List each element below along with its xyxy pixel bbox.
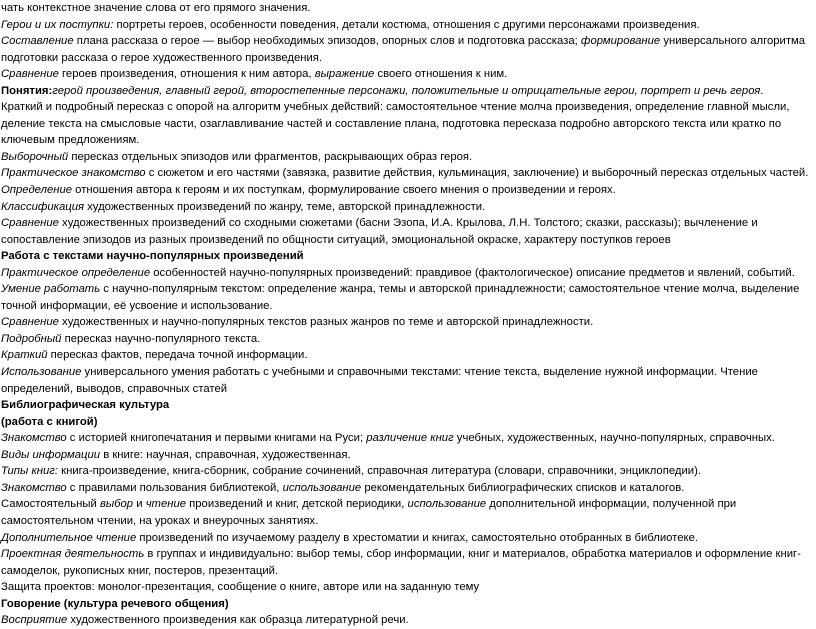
italic-text: Герои и их поступки: (1, 18, 114, 31)
paragraph (1, 612, 812, 629)
italic-text: чтение (145, 498, 187, 511)
paragraph (1, 596, 812, 613)
paragraph (1, 430, 812, 447)
paragraph (1, 99, 812, 149)
text-run: . (760, 84, 764, 97)
text-run: с историей книгопечатания и первыми книгами на Руси; (66, 432, 367, 445)
paragraph (1, 331, 812, 348)
text-run: художественного произведения как образца литературной речи. (67, 614, 409, 627)
bold-text: Понятия: (1, 84, 53, 97)
paragraph (1, 149, 812, 166)
italic-text: Сравнение (1, 68, 59, 81)
text-run: художественных произведений со сходными сюжетами (басни Эзопа, И.А. Крылова, Л.Н. Толстого; сказки, рассказы); вычленение и сопоставление эпизодов из разных произведений по общности ситуаций, эмоциональной окраске, характеру поступков героев (1, 217, 758, 246)
text-run: с научно-популярным текстом: определение жанра, темы и авторской принадлежности; самостоятельное чтение молча, выделение точной информации, её усвоение и использование. (1, 283, 800, 312)
italic-text: Выборочный (1, 150, 69, 163)
text-run: дополнительной информации, полученной при самостоятельном чтении, на уроках и внеурочных занятиях. (1, 498, 737, 527)
italic-text: Восприятие (1, 614, 68, 627)
bold-text: Говорение (культура речевого общения) (1, 597, 229, 610)
italic-text: Краткий (1, 349, 48, 362)
italic-text: Определение (1, 184, 73, 197)
text-run: учебных, художественных, научно-популярных, справочных. (453, 432, 775, 445)
paragraph (1, 463, 812, 480)
italic-text: Дополнительное чтение (1, 531, 137, 544)
bold-text: (работа с книгой) (1, 415, 98, 428)
text-run: портреты героев, особенности поведения, детали костюма, отношения с другими персонажами произведения. (113, 18, 700, 31)
paragraph (1, 546, 812, 579)
text-run: отношения автора к героям и их поступкам, формулирование своего мнения о произведении и героях. (72, 184, 616, 197)
italic-text: выбор (99, 498, 134, 511)
italic-text: Сравнение (1, 316, 59, 329)
text-run: особенностей научно-популярных произведений: правдивое (фактологическое) описание предметов и явлений, событий. (150, 266, 795, 279)
italic-text: Знакомство (1, 481, 67, 494)
paragraph (1, 496, 812, 529)
italic-text: Знакомство (1, 432, 67, 445)
text-run: чать контекстное значение слова от его прямого значения. (1, 2, 311, 14)
italic-text: Использование (1, 366, 82, 379)
text-run: художественных и научно-популярных текстов разных жанров по теме и авторской принадлежности. (58, 316, 594, 329)
text-run: пересказ научно-популярного текста. (61, 332, 261, 345)
italic-text: Сравнение (1, 217, 59, 230)
text-run: универсального алгоритма подготовки рассказа о герое художественного произведения. (1, 35, 806, 64)
paragraph (1, 199, 812, 216)
paragraph (1, 397, 812, 414)
italic-text: Умение работать (1, 283, 101, 296)
italic-text: Составление (1, 35, 74, 48)
paragraph (1, 579, 812, 596)
paragraph (1, 530, 812, 547)
paragraph (1, 364, 812, 397)
bold-text: Библиографическая культура (1, 399, 170, 412)
paragraph (1, 83, 812, 100)
text-run: книга-произведение, книга-сборник, собрание сочинений, справочная литература (словари, справочники, энциклопедии). (58, 465, 701, 478)
italic-text: Виды информации (1, 448, 101, 461)
italic-text: Практическое определение (1, 266, 151, 279)
text-run: пересказ отдельных эпизодов или фрагментов, раскрывающих образ героя. (68, 150, 473, 163)
italic-text: формирование (580, 35, 661, 48)
text-run: в группах и индивидуально: выбор темы, сбор информации, книг и материалов, обработка материалов и оформление книг-самоделок, рукописных книг, постеров, презентаций. (1, 548, 801, 577)
text-run: Краткий и подробный пересказ с опорой на алгоритм учебных действий: самостоятельное чтение молча произведения, определение главной мысли, деление текста на смысловые части, озаглавливание частей и составление плана, подготовка пересказа подробно авторского текста или кратко по ключевым предложениям. (1, 101, 790, 147)
text-run: плана рассказа о герое — выбор необходимых эпизодов, опорных слов и подготовка рассказа; (73, 35, 581, 48)
text-run: пересказ фактов, передача точной информации. (47, 349, 308, 362)
paragraph (1, 248, 812, 265)
italic-text: Типы книг: (1, 465, 59, 478)
paragraph (1, 33, 812, 66)
italic-text: использование (282, 481, 362, 494)
paragraph (1, 414, 812, 431)
italic-text: Классификация (1, 200, 85, 213)
paragraph (1, 281, 812, 314)
text-run: Самостоятельный (1, 498, 100, 511)
text-run: произведений и книг, детской периодики, (186, 498, 408, 511)
text-run: своего отношения к ним. (374, 68, 508, 81)
paragraph (1, 66, 812, 83)
text-run: с сюжетом и его частями (завязка, развитие действия, кульминация, заключение) и выборочный пересказ отдельных частей. (145, 167, 809, 180)
italic-text: Подробный (1, 332, 62, 345)
text-run: универсального умения работать с учебными и справочными текстами: чтение текста, выделение нужной информации. Чтение определений, выводов, справочных статей (1, 366, 758, 395)
paragraph (1, 447, 812, 464)
text-run: в книге: научная, справочная, художественная. (100, 448, 351, 461)
text-run: Защита проектов: монолог-презентация, сообщение о книге, авторе или на заданную тему (1, 581, 480, 594)
paragraph (1, 165, 812, 182)
paragraph (1, 347, 812, 364)
text-run: и (133, 498, 146, 511)
italic-text: использование (407, 498, 487, 511)
bold-text: Работа с текстами научно-популярных произведений (1, 250, 304, 263)
paragraph (1, 0, 812, 17)
paragraph (1, 215, 812, 248)
text-run: рекомендательных библиографических списков и каталогов. (361, 481, 685, 494)
paragraph (1, 265, 812, 282)
italic-text: Проектная деятельность (1, 548, 145, 561)
text-run: произведений по изучаемому разделу в хрестоматии и книгах, самостоятельно отобранных в библиотеке. (136, 531, 698, 544)
italic-text: Практическое знакомство (1, 167, 146, 180)
text-run: художественных произведений по жанру, теме, авторской принадлежности. (84, 200, 486, 213)
paragraph (1, 480, 812, 497)
italic-text: различение книг (366, 432, 454, 445)
text-run: с правилами пользования библиотекой, (66, 481, 283, 494)
italic-text: герой произведения, главный герой, второстепенные персонажи, положительные и отрицательные герои, портрет и речь героя (52, 84, 761, 97)
italic-text: выражение (314, 68, 375, 81)
text-run: героев произведения, отношения к ним автора, (58, 68, 315, 81)
paragraph (1, 182, 812, 199)
paragraph (1, 314, 812, 331)
paragraph (1, 17, 812, 34)
